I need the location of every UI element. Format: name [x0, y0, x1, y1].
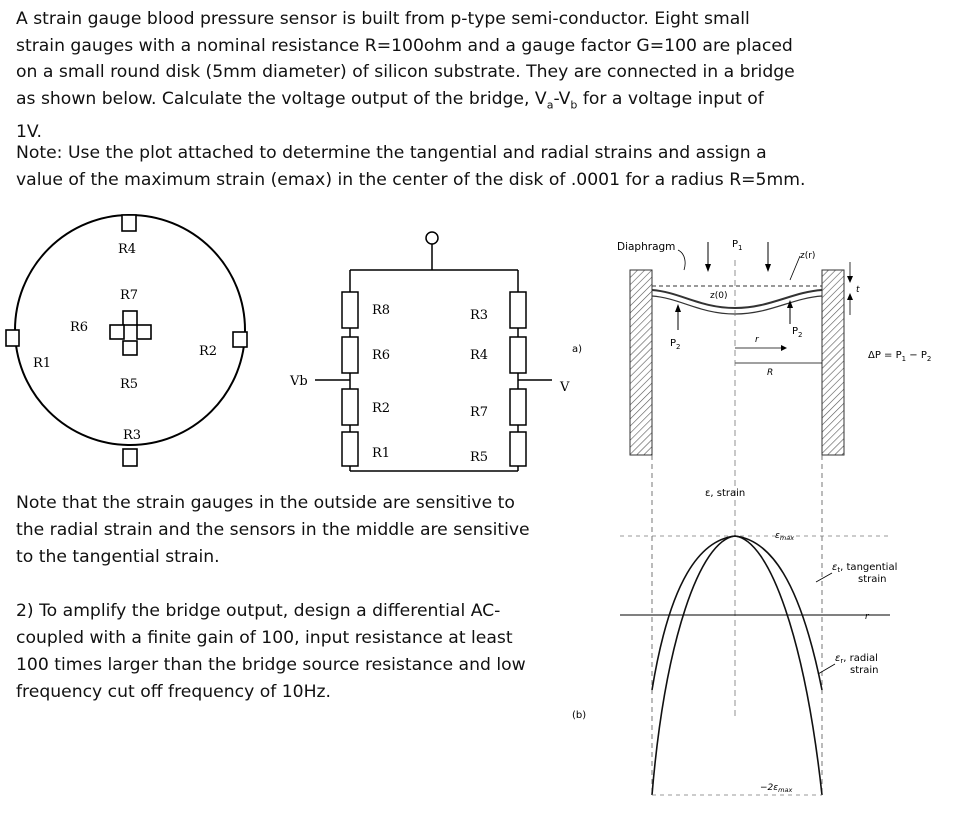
gauge-r4: [122, 215, 136, 231]
part-2-line-3: 100 times larger than the bridge source resistance and low: [16, 655, 526, 675]
neg-2emax-label: $-2\varepsilon_{max}$: [760, 783, 793, 794]
resistor-r5: [510, 432, 526, 466]
t-label: t: [856, 285, 860, 295]
right-wall: [822, 270, 844, 455]
p2-label-right: $P_2$: [792, 326, 803, 339]
eps-strain-label: ε, strain: [705, 488, 746, 499]
gauge-r4-center: [137, 325, 151, 339]
label-r7: R7: [120, 288, 139, 303]
emax-label: $\varepsilon_{max}$: [775, 531, 795, 542]
label-r6: R6: [70, 320, 89, 335]
sensitivity-note-line-2: the radial strain and the sensors in the middle are sensitive: [16, 520, 530, 540]
r-label: r: [755, 335, 759, 345]
label-r7: R7: [470, 405, 489, 420]
input-terminal: [426, 232, 438, 244]
resistor-r3: [510, 292, 526, 328]
left-wall: [630, 270, 652, 455]
label-r3: R3: [470, 308, 489, 323]
vb-label: Vb: [290, 374, 308, 389]
p1-label: $P_1$: [732, 239, 743, 252]
label-r3: R3: [123, 428, 142, 443]
label-r4: R4: [118, 242, 137, 257]
part-2-line-2: coupled with a finite gain of 100, input resistance at least: [16, 628, 513, 648]
label-r8: R8: [372, 303, 391, 318]
figure-label-a: a): [572, 344, 583, 355]
resistor-r6: [342, 337, 358, 373]
resistor-r4: [510, 337, 526, 373]
problem-line-4-prefix: as shown below. Calculate the voltage output of the bridge, V: [16, 88, 547, 109]
R-label: R: [767, 368, 774, 378]
zr-label: z(r): [800, 251, 816, 261]
problem-line-2: strain gauges with a nominal resistance R=100ohm and a gauge factor G=100 are placed: [16, 35, 793, 56]
p2-label-left: $P_2$: [670, 338, 681, 351]
gauge-r1: [6, 330, 19, 346]
note-line-2: value of the maximum strain (emax) in the center of the disk of .0001 for a radius R=5mm.: [16, 169, 806, 190]
problem-line-3: on a small round disk (5mm diameter) of silicon substrate. They are connected in a bridge: [16, 62, 795, 83]
axis-r-label: r: [865, 612, 869, 622]
label-r1: R1: [33, 356, 52, 371]
sensitivity-note: [16, 490, 576, 571]
tangential-label: $\varepsilon_t$, tangential: [832, 562, 898, 574]
resistor-r2: [342, 389, 358, 425]
problem-line-4-vb: -V: [553, 88, 571, 109]
resistor-r1: [342, 432, 358, 466]
gauge-r5: [123, 341, 137, 355]
label-r6: R6: [372, 348, 391, 363]
note-line-1: Note: Use the plot attached to determine the tangential and radial strains and assign a: [16, 143, 767, 163]
resistor-r7: [510, 389, 526, 425]
tangential-label-2: strain: [858, 574, 887, 585]
part-2-question: [16, 598, 576, 706]
label-r1: R1: [372, 446, 391, 461]
resistor-r8: [342, 292, 358, 328]
problem-statement: [16, 6, 846, 145]
bridge-circuit: [280, 225, 585, 495]
radial-strain-curve: [652, 536, 822, 795]
radial-label-2: strain: [850, 665, 879, 676]
gauge-r7: [123, 311, 137, 325]
label-r5: R5: [120, 377, 139, 392]
part-2-line-4: frequency cut off frequency of 10Hz.: [16, 682, 332, 702]
subscript-a: a: [546, 98, 554, 112]
problem-line-4: [16, 88, 764, 112]
gauge-r3: [123, 449, 137, 466]
problem-line-4-suffix: for a voltage input of: [577, 88, 764, 109]
diaphragm-figure: [560, 220, 961, 810]
sensitivity-note-line-3: to the tangential strain.: [16, 547, 220, 567]
v-label: V: [560, 380, 570, 395]
label-r2: R2: [199, 344, 218, 359]
tangential-strain-curve: [652, 524, 822, 536]
figure-label-b: (b): [572, 710, 587, 721]
label-r2: R2: [372, 401, 391, 416]
z0-label: z(0): [710, 291, 728, 301]
problem-line-1: A strain gauge blood pressure sensor is built from p-type semi-conductor. Eight small: [16, 9, 750, 29]
problem-line-5: 1V.: [16, 121, 42, 142]
gauge-r2: [233, 332, 247, 347]
gauge-r6: [110, 325, 124, 339]
diaphragm-membrane: [652, 290, 822, 308]
delta-p-label: $\Delta P = P_1 - P_2$: [868, 350, 932, 363]
sensitivity-note-line-1: Note that the strain gauges in the outside are sensitive to: [16, 493, 515, 513]
label-r5: R5: [470, 450, 489, 465]
diaphragm-label: Diaphragm: [617, 241, 676, 253]
label-r4: R4: [470, 348, 489, 363]
subscript-b: b: [570, 98, 578, 112]
radial-label: $\varepsilon_r$, radial: [835, 653, 878, 665]
part-2-line-1: 2) To amplify the bridge output, design a differential AC-: [16, 601, 501, 621]
note-paragraph: [16, 140, 846, 193]
disk-diagram: [0, 205, 270, 495]
